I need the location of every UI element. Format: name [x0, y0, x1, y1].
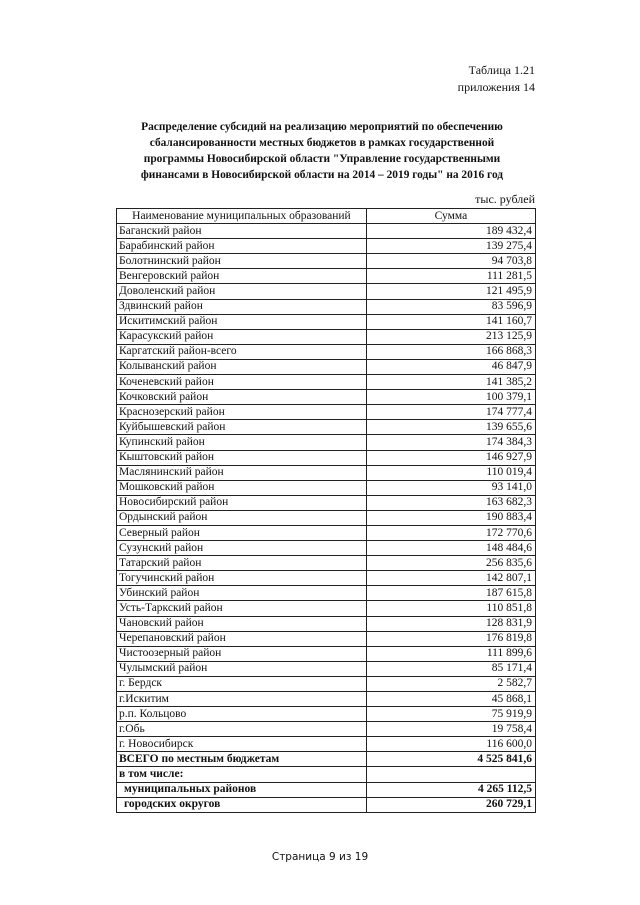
subsidy-amount: 110 019,4 — [366, 465, 535, 480]
table-row — [117, 359, 536, 374]
municipality-name: Колыванский район — [117, 359, 367, 374]
subsidy-amount: 146 927,9 — [366, 450, 535, 465]
table-row — [117, 782, 536, 797]
table-row — [117, 752, 536, 767]
table-row — [117, 541, 536, 556]
table-row — [117, 480, 536, 495]
subsidy-amount: 174 384,3 — [366, 435, 535, 450]
municipality-name: Доволенский район — [117, 284, 367, 299]
subsidy-amount: 139 275,4 — [366, 239, 535, 254]
table-row — [117, 510, 536, 525]
subsidy-amount: 172 770,6 — [366, 525, 535, 540]
municipality-name: Сузунский район — [117, 541, 367, 556]
municipality-name: Барабинский район — [117, 239, 367, 254]
subsidy-amount: 94 703,8 — [366, 254, 535, 269]
subsidy-amount: 166 868,3 — [366, 344, 535, 359]
subsidy-amount: 121 495,9 — [366, 284, 535, 299]
municipality-name: г. Новосибирск — [117, 737, 367, 752]
table-row — [117, 299, 536, 314]
subsidy-amount: 148 484,6 — [366, 541, 535, 556]
table-row — [117, 676, 536, 691]
municipality-name: ВСЕГО по местным бюджетам — [117, 752, 367, 767]
subsidy-table — [116, 208, 536, 813]
municipality-name: муниципальных районов — [117, 782, 367, 797]
table-row — [117, 495, 536, 510]
subsidy-amount: 176 819,8 — [366, 631, 535, 646]
subsidy-amount: 213 125,9 — [366, 329, 535, 344]
municipality-name: Коченевский район — [117, 375, 367, 390]
municipality-name: Татарский район — [117, 556, 367, 571]
municipality-name: Искитимский район — [117, 314, 367, 329]
municipality-name: Краснозерский район — [117, 405, 367, 420]
municipality-name: Убинский район — [117, 586, 367, 601]
table-number: Таблица 1.21 — [468, 63, 535, 77]
municipality-name: Венгеровский район — [117, 269, 367, 284]
subsidy-amount: 256 835,6 — [366, 556, 535, 571]
subsidy-amount: 189 432,4 — [366, 224, 535, 239]
subsidy-amount: 163 682,3 — [366, 495, 535, 510]
table-row — [117, 722, 536, 737]
title-line: программы Новосибирской области "Управление государственными — [143, 153, 501, 165]
subsidy-amount: 85 171,4 — [366, 661, 535, 676]
table-row — [117, 767, 536, 782]
table-header-row — [117, 209, 536, 224]
municipality-name: Черепановский район — [117, 631, 367, 646]
subsidy-amount: 174 777,4 — [366, 405, 535, 420]
municipality-name: Ордынский район — [117, 510, 367, 525]
subsidy-amount: 111 899,6 — [366, 646, 535, 661]
municipality-name: Тогучинский район — [117, 571, 367, 586]
column-header-sum: Сумма — [366, 209, 535, 224]
municipality-name: Здвинский район — [117, 299, 367, 314]
subsidy-amount: 141 160,7 — [366, 314, 535, 329]
municipality-name: Новосибирский район — [117, 495, 367, 510]
municipality-name: Каргатский район-всего — [117, 344, 367, 359]
subsidy-amount: 93 141,0 — [366, 480, 535, 495]
units-label: тыс. рублей — [475, 192, 535, 206]
municipality-name: Кыштовский район — [117, 450, 367, 465]
table-row — [117, 465, 536, 480]
document-title — [112, 119, 532, 183]
municipality-name: Усть-Таркский район — [117, 601, 367, 616]
municipality-name: Купинский район — [117, 435, 367, 450]
table-row — [117, 450, 536, 465]
subsidy-amount: 110 851,8 — [366, 601, 535, 616]
municipality-name: Маслянинский район — [117, 465, 367, 480]
title-line: финансами в Новосибирской области на 2014 – 2019 годы" на 2016 год — [140, 169, 504, 181]
municipality-name: Чановский район — [117, 616, 367, 631]
municipality-name: Баганский район — [117, 224, 367, 239]
table-row — [117, 224, 536, 239]
table-row — [117, 525, 536, 540]
title-line: Распределение субсидий на реализацию мероприятий по обеспечению — [141, 121, 503, 133]
table-row — [117, 239, 536, 254]
column-header-name: Наименование муниципальных образований — [117, 209, 367, 224]
table-row — [117, 420, 536, 435]
table-row — [117, 556, 536, 571]
table-row — [117, 344, 536, 359]
table-row — [117, 631, 536, 646]
table-row — [117, 661, 536, 676]
table-row — [117, 646, 536, 661]
table-row — [117, 254, 536, 269]
subsidy-amount: 187 615,8 — [366, 586, 535, 601]
table-row — [117, 616, 536, 631]
subsidy-amount: 260 729,1 — [366, 797, 535, 812]
municipality-name: Мошковский район — [117, 480, 367, 495]
subsidy-amount: 4 525 841,6 — [366, 752, 535, 767]
table-row — [117, 707, 536, 722]
table-row — [117, 435, 536, 450]
subsidy-amount: 45 868,1 — [366, 692, 535, 707]
subsidy-amount — [366, 767, 535, 782]
appendix-number: приложения 14 — [457, 80, 535, 94]
subsidy-amount: 4 265 112,5 — [366, 782, 535, 797]
table-row — [117, 390, 536, 405]
table-row — [117, 601, 536, 616]
subsidy-amount: 111 281,5 — [366, 269, 535, 284]
municipality-name: р.п. Кольцово — [117, 707, 367, 722]
subsidy-amount: 75 919,9 — [366, 707, 535, 722]
subsidy-amount: 100 379,1 — [366, 390, 535, 405]
subsidy-amount: 46 847,9 — [366, 359, 535, 374]
table-row — [117, 269, 536, 284]
municipality-name: г.Искитим — [117, 692, 367, 707]
municipality-name: г.Обь — [117, 722, 367, 737]
subsidy-amount: 190 883,4 — [366, 510, 535, 525]
municipality-name: Кочковский район — [117, 390, 367, 405]
municipality-name: Куйбышевский район — [117, 420, 367, 435]
table-row — [117, 586, 536, 601]
subsidy-amount: 141 385,2 — [366, 375, 535, 390]
municipality-name: г. Бердск — [117, 676, 367, 691]
municipality-name: Болотнинский район — [117, 254, 367, 269]
municipality-name: Чулымский район — [117, 661, 367, 676]
subsidy-amount: 128 831,9 — [366, 616, 535, 631]
table-row — [117, 329, 536, 344]
municipality-name: Северный район — [117, 525, 367, 540]
subsidy-amount: 19 758,4 — [366, 722, 535, 737]
subsidy-amount: 83 596,9 — [366, 299, 535, 314]
table-reference — [458, 62, 535, 96]
table-row — [117, 314, 536, 329]
table-row — [117, 571, 536, 586]
table-body — [117, 224, 536, 813]
subsidy-amount: 139 655,6 — [366, 420, 535, 435]
subsidy-amount: 116 600,0 — [366, 737, 535, 752]
municipality-name: городских округов — [117, 797, 367, 812]
table-row — [117, 405, 536, 420]
municipality-name: Чистоозерный район — [117, 646, 367, 661]
table-row — [117, 284, 536, 299]
table-row — [117, 737, 536, 752]
table-row — [117, 692, 536, 707]
municipality-name: Карасукский район — [117, 329, 367, 344]
municipality-name: в том числе: — [117, 767, 367, 782]
table-row — [117, 797, 536, 812]
subsidy-amount: 142 807,1 — [366, 571, 535, 586]
title-line: сбалансированности местных бюджетов в рамках государственной — [149, 137, 495, 149]
table-row — [117, 375, 536, 390]
subsidy-amount: 2 582,7 — [366, 676, 535, 691]
page-number: Страница 9 из 19 — [271, 851, 369, 863]
